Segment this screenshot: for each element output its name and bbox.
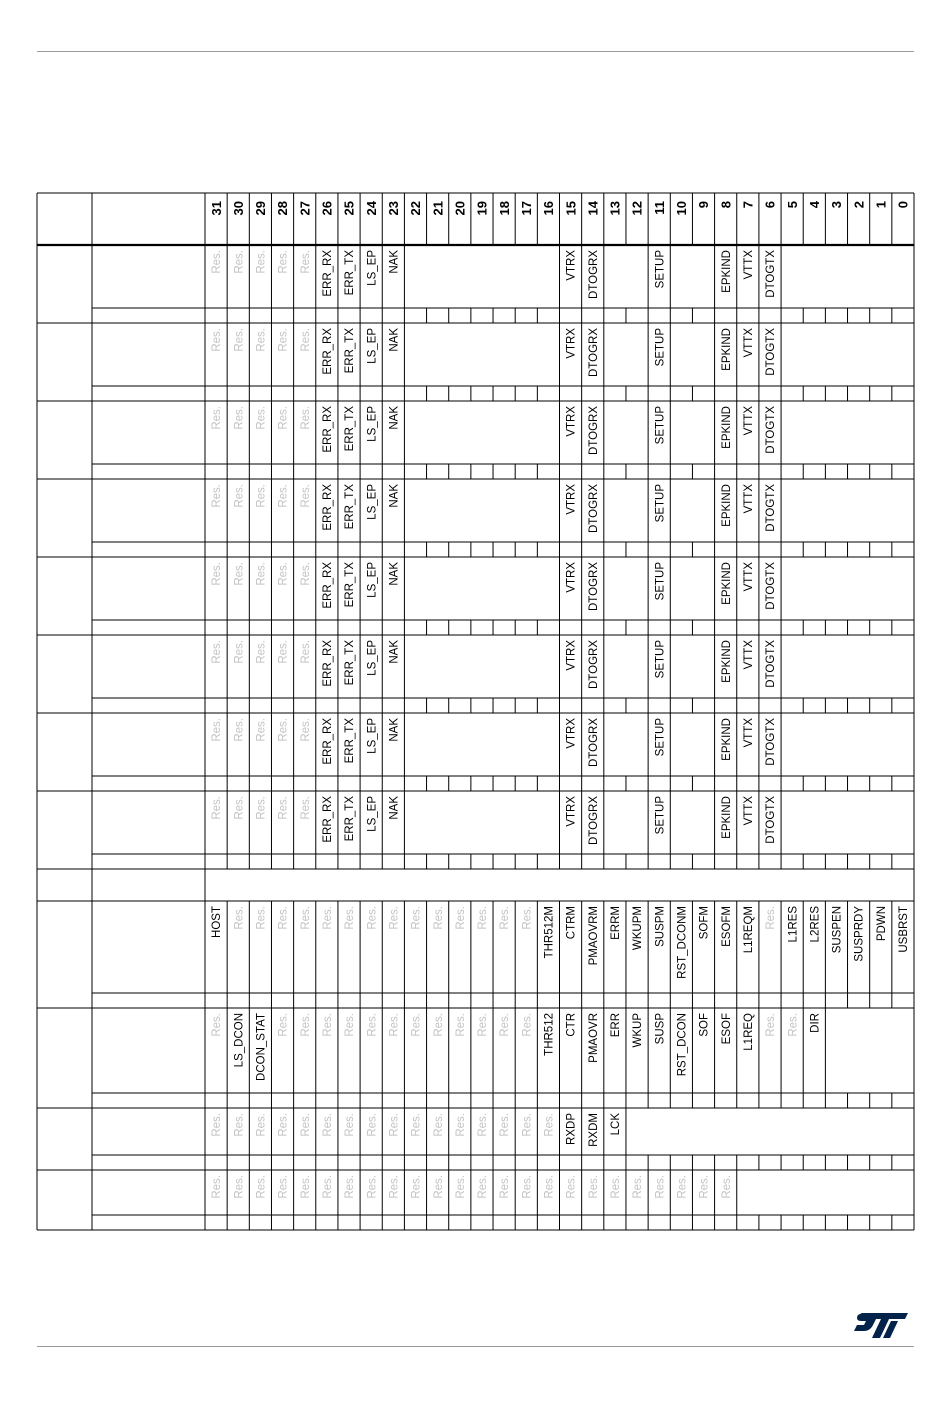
field-wkup: WKUP xyxy=(632,1013,645,1048)
field-vttx: VTTX xyxy=(742,406,755,436)
reserved-bit: Res. xyxy=(255,562,268,586)
reserved-bit: Res. xyxy=(277,718,290,742)
reserved-bit: Res. xyxy=(432,1013,445,1037)
reserved-bit: Res. xyxy=(477,1113,490,1137)
bit-number-19: 19 xyxy=(474,201,490,216)
field-dtogtx: DTOGTX xyxy=(765,250,778,298)
reserved-bit: Res. xyxy=(211,250,224,274)
field-dtogrx: DTOGRX xyxy=(587,484,600,533)
field-err_rx: ERR_RX xyxy=(321,484,334,531)
field-dir: DIR xyxy=(809,1013,822,1033)
bit-number-31: 31 xyxy=(208,201,224,216)
reserved-bit: Res. xyxy=(277,1113,290,1137)
reserved-bit: Res. xyxy=(233,906,246,930)
reserved-bit: Res. xyxy=(454,906,467,930)
reserved-bit: Res. xyxy=(610,1175,623,1199)
field-ls_ep: LS_EP xyxy=(366,250,379,286)
field-pdwn: PDWN xyxy=(875,906,888,942)
field-vtrx: VTRX xyxy=(565,562,578,593)
field-pmaovrm: PMAOVRM xyxy=(587,906,600,966)
field-err_rx: ERR_RX xyxy=(321,718,334,765)
field-usbrst: USBRST xyxy=(898,906,911,953)
field-vttx: VTTX xyxy=(742,250,755,280)
field-ls_ep: LS_EP xyxy=(366,406,379,442)
reserved-bit: Res. xyxy=(233,796,246,820)
field-err_tx: ERR_TX xyxy=(344,328,357,374)
field-dtogtx: DTOGTX xyxy=(765,562,778,610)
field-err: ERR xyxy=(610,1013,623,1038)
reserved-bit: Res. xyxy=(499,1113,512,1137)
field-dtogtx: DTOGTX xyxy=(765,640,778,688)
field-err_tx: ERR_TX xyxy=(344,250,357,296)
field-epkind: EPKIND xyxy=(720,484,733,527)
field-err_tx: ERR_TX xyxy=(344,406,357,452)
bit-number-3: 3 xyxy=(829,201,845,209)
reserved-bit: Res. xyxy=(255,1175,268,1199)
reserved-bit: Res. xyxy=(299,250,312,274)
field-err_rx: ERR_RX xyxy=(321,328,334,375)
reserved-bit: Res. xyxy=(299,906,312,930)
field-rxdm: RXDM xyxy=(587,1113,600,1147)
field-vtrx: VTRX xyxy=(565,406,578,437)
bit-number-14: 14 xyxy=(585,201,601,216)
field-rxdp: RXDP xyxy=(565,1113,578,1145)
field-setup: SETUP xyxy=(654,406,667,445)
field-l1res: L1RES xyxy=(787,906,800,943)
field-vtrx: VTRX xyxy=(565,796,578,827)
field-thr512m: THR512M xyxy=(543,906,556,959)
field-nak: NAK xyxy=(388,328,401,352)
reserved-bit: Res. xyxy=(321,1175,334,1199)
field-nak: NAK xyxy=(388,640,401,664)
reserved-bit: Res. xyxy=(277,328,290,352)
reserved-bit: Res. xyxy=(255,906,268,930)
field-l1req: L1REQ xyxy=(742,1013,755,1051)
field-esof: ESOF xyxy=(720,1013,733,1045)
bit-number-17: 17 xyxy=(518,201,534,216)
field-ctrm: CTRM xyxy=(565,906,578,940)
reserved-bit: Res. xyxy=(277,796,290,820)
field-err_tx: ERR_TX xyxy=(344,640,357,686)
reserved-bit: Res. xyxy=(344,1175,357,1199)
bit-number-11: 11 xyxy=(651,201,667,215)
field-ls_dcon: LS_DCON xyxy=(233,1013,246,1068)
reserved-bit: Res. xyxy=(366,1013,379,1037)
reserved-bit: Res. xyxy=(233,406,246,430)
reserved-bit: Res. xyxy=(211,1175,224,1199)
field-err_rx: ERR_RX xyxy=(321,250,334,297)
reserved-bit: Res. xyxy=(233,718,246,742)
reserved-bit: Res. xyxy=(299,328,312,352)
field-dcon_stat: DCON_STAT xyxy=(255,1013,268,1081)
bit-number-23: 23 xyxy=(386,201,402,216)
reserved-bit: Res. xyxy=(344,1113,357,1137)
bit-number-25: 25 xyxy=(341,201,357,216)
field-setup: SETUP xyxy=(654,250,667,289)
reserved-bit: Res. xyxy=(211,1013,224,1037)
reserved-bit: Res. xyxy=(654,1175,667,1199)
reserved-bit: Res. xyxy=(521,1013,534,1037)
reserved-bit: Res. xyxy=(211,328,224,352)
field-nak: NAK xyxy=(388,406,401,430)
bit-number-9: 9 xyxy=(696,201,712,209)
reserved-bit: Res. xyxy=(277,250,290,274)
field-nak: NAK xyxy=(388,796,401,820)
bit-number-13: 13 xyxy=(607,201,623,216)
reserved-bit: Res. xyxy=(233,328,246,352)
reserved-bit: Res. xyxy=(410,1175,423,1199)
field-dtogrx: DTOGRX xyxy=(587,406,600,455)
bit-number-2: 2 xyxy=(851,201,867,209)
reserved-bit: Res. xyxy=(499,1013,512,1037)
reserved-bit: Res. xyxy=(255,484,268,508)
field-ls_ep: LS_EP xyxy=(366,562,379,598)
reserved-bit: Res. xyxy=(477,906,490,930)
bit-number-12: 12 xyxy=(629,201,645,216)
field-setup: SETUP xyxy=(654,640,667,679)
reserved-bit: Res. xyxy=(211,562,224,586)
field-err_tx: ERR_TX xyxy=(344,484,357,530)
bit-number-1: 1 xyxy=(873,201,889,209)
reserved-bit: Res. xyxy=(211,640,224,664)
field-host: HOST xyxy=(211,906,224,938)
field-dtogtx: DTOGTX xyxy=(765,328,778,376)
field-nak: NAK xyxy=(388,562,401,586)
reserved-bit: Res. xyxy=(255,250,268,274)
bit-number-28: 28 xyxy=(275,201,291,216)
field-ctr: CTR xyxy=(565,1013,578,1037)
reserved-bit: Res. xyxy=(233,562,246,586)
reserved-bit: Res. xyxy=(321,906,334,930)
reserved-bit: Res. xyxy=(277,484,290,508)
reserved-bit: Res. xyxy=(388,1175,401,1199)
field-errm: ERRM xyxy=(610,906,623,940)
reserved-bit: Res. xyxy=(499,1175,512,1199)
field-pmaovr: PMAOVR xyxy=(587,1013,600,1063)
field-rst_dcon: RST_DCON xyxy=(676,1013,689,1077)
field-err_rx: ERR_RX xyxy=(321,640,334,687)
bit-number-5: 5 xyxy=(784,201,800,209)
st-logo-icon xyxy=(852,1310,910,1340)
reserved-bit: Res. xyxy=(211,796,224,820)
reserved-bit: Res. xyxy=(410,1013,423,1037)
reserved-bit: Res. xyxy=(454,1175,467,1199)
field-susp: SUSP xyxy=(654,1013,667,1045)
reserved-bit: Res. xyxy=(255,406,268,430)
field-setup: SETUP xyxy=(654,328,667,367)
field-dtogrx: DTOGRX xyxy=(587,250,600,299)
reserved-bit: Res. xyxy=(499,906,512,930)
field-err_rx: ERR_RX xyxy=(321,406,334,453)
field-vtrx: VTRX xyxy=(565,484,578,515)
field-epkind: EPKIND xyxy=(720,796,733,839)
reserved-bit: Res. xyxy=(454,1013,467,1037)
reserved-bit: Res. xyxy=(255,1113,268,1137)
field-ls_ep: LS_EP xyxy=(366,796,379,832)
field-setup: SETUP xyxy=(654,796,667,835)
field-setup: SETUP xyxy=(654,718,667,757)
reserved-bit: Res. xyxy=(277,640,290,664)
reserved-bit: Res. xyxy=(543,1175,556,1199)
reserved-bit: Res. xyxy=(277,906,290,930)
reserved-bit: Res. xyxy=(344,906,357,930)
field-dtogtx: DTOGTX xyxy=(765,796,778,844)
reserved-bit: Res. xyxy=(366,906,379,930)
reserved-bit: Res. xyxy=(477,1013,490,1037)
reserved-bit: Res. xyxy=(299,484,312,508)
reserved-bit: Res. xyxy=(233,484,246,508)
field-epkind: EPKIND xyxy=(720,328,733,371)
reserved-bit: Res. xyxy=(255,796,268,820)
field-setup: SETUP xyxy=(654,562,667,601)
field-dtogtx: DTOGTX xyxy=(765,406,778,454)
reserved-bit: Res. xyxy=(233,250,246,274)
field-ls_ep: LS_EP xyxy=(366,640,379,676)
field-ls_ep: LS_EP xyxy=(366,484,379,520)
reserved-bit: Res. xyxy=(432,906,445,930)
reserved-bit: Res. xyxy=(299,718,312,742)
field-vttx: VTTX xyxy=(742,796,755,826)
reserved-bit: Res. xyxy=(521,1113,534,1137)
field-l2res: L2RES xyxy=(809,906,822,943)
field-vttx: VTTX xyxy=(742,562,755,592)
reserved-bit: Res. xyxy=(299,796,312,820)
field-err_tx: ERR_TX xyxy=(344,718,357,764)
reserved-bit: Res. xyxy=(299,562,312,586)
field-nak: NAK xyxy=(388,484,401,508)
field-vttx: VTTX xyxy=(742,718,755,748)
reserved-bit: Res. xyxy=(277,1013,290,1037)
field-epkind: EPKIND xyxy=(720,718,733,761)
field-lck: LCK xyxy=(610,1113,623,1136)
bit-number-26: 26 xyxy=(319,201,335,216)
field-vtrx: VTRX xyxy=(565,640,578,671)
field-thr512: THR512 xyxy=(543,1013,556,1056)
reserved-bit: Res. xyxy=(211,718,224,742)
field-sofm: SOFM xyxy=(698,906,711,940)
bit-number-24: 24 xyxy=(363,201,379,216)
reserved-bit: Res. xyxy=(587,1175,600,1199)
reserved-bit: Res. xyxy=(299,406,312,430)
reserved-bit: Res. xyxy=(255,328,268,352)
field-esofm: ESOFM xyxy=(720,906,733,947)
field-vttx: VTTX xyxy=(742,640,755,670)
reserved-bit: Res. xyxy=(720,1175,733,1199)
reserved-bit: Res. xyxy=(211,484,224,508)
reserved-bit: Res. xyxy=(454,1113,467,1137)
reserved-bit: Res. xyxy=(366,1175,379,1199)
field-vtrx: VTRX xyxy=(565,328,578,359)
field-wkupm: WKUPM xyxy=(632,906,645,951)
field-ls_ep: LS_EP xyxy=(366,718,379,754)
reserved-bit: Res. xyxy=(410,906,423,930)
reserved-bit: Res. xyxy=(543,1113,556,1137)
field-nak: NAK xyxy=(388,250,401,274)
reserved-bit: Res. xyxy=(521,906,534,930)
field-vtrx: VTRX xyxy=(565,718,578,749)
field-ls_ep: LS_EP xyxy=(366,328,379,364)
field-suspm: SUSPM xyxy=(654,906,667,947)
bit-number-7: 7 xyxy=(740,201,756,209)
reserved-bit: Res. xyxy=(565,1175,578,1199)
reserved-bit: Res. xyxy=(211,1113,224,1137)
field-epkind: EPKIND xyxy=(720,562,733,605)
field-dtogtx: DTOGTX xyxy=(765,484,778,532)
field-epkind: EPKIND xyxy=(720,640,733,683)
reserved-bit: Res. xyxy=(277,1175,290,1199)
reserved-bit: Res. xyxy=(321,1013,334,1037)
reserved-bit: Res. xyxy=(344,1013,357,1037)
field-err_tx: ERR_TX xyxy=(344,796,357,842)
bit-number-0: 0 xyxy=(895,201,911,209)
bit-number-4: 4 xyxy=(806,201,822,209)
reserved-bit: Res. xyxy=(521,1175,534,1199)
reserved-bit: Res. xyxy=(787,1013,800,1037)
field-dtogrx: DTOGRX xyxy=(587,718,600,767)
reserved-bit: Res. xyxy=(255,718,268,742)
bit-number-6: 6 xyxy=(762,201,778,209)
bit-number-15: 15 xyxy=(563,201,579,216)
bit-number-27: 27 xyxy=(297,201,313,216)
reserved-bit: Res. xyxy=(632,1175,645,1199)
reserved-bit: Res. xyxy=(277,562,290,586)
reserved-bit: Res. xyxy=(388,906,401,930)
reserved-bit: Res. xyxy=(299,1013,312,1037)
field-setup: SETUP xyxy=(654,484,667,523)
reserved-bit: Res. xyxy=(432,1113,445,1137)
bit-number-20: 20 xyxy=(452,201,468,216)
bit-number-16: 16 xyxy=(541,201,557,216)
reserved-bit: Res. xyxy=(366,1113,379,1137)
reserved-bit: Res. xyxy=(299,640,312,664)
reserved-bit: Res. xyxy=(255,640,268,664)
field-epkind: EPKIND xyxy=(720,406,733,449)
field-sof: SOF xyxy=(698,1013,711,1037)
reserved-bit: Res. xyxy=(299,1113,312,1137)
reserved-bit: Res. xyxy=(233,640,246,664)
reserved-bit: Res. xyxy=(676,1175,689,1199)
reserved-bit: Res. xyxy=(765,906,778,930)
field-err_rx: ERR_RX xyxy=(321,562,334,609)
field-susprdy: SUSPRDY xyxy=(853,906,866,962)
field-err_rx: ERR_RX xyxy=(321,796,334,843)
field-dtogrx: DTOGRX xyxy=(587,328,600,377)
bit-number-21: 21 xyxy=(430,201,446,216)
reserved-bit: Res. xyxy=(233,1175,246,1199)
bit-number-10: 10 xyxy=(674,201,690,216)
field-rst_dconm: RST_DCONM xyxy=(676,906,689,979)
reserved-bit: Res. xyxy=(765,1013,778,1037)
field-vttx: VTTX xyxy=(742,328,755,358)
bit-number-8: 8 xyxy=(718,201,734,209)
reserved-bit: Res. xyxy=(233,1113,246,1137)
bit-number-29: 29 xyxy=(253,201,269,216)
reserved-bit: Res. xyxy=(410,1113,423,1137)
reserved-bit: Res. xyxy=(698,1175,711,1199)
field-dtogrx: DTOGRX xyxy=(587,640,600,689)
field-vttx: VTTX xyxy=(742,484,755,514)
field-vtrx: VTRX xyxy=(565,250,578,281)
field-epkind: EPKIND xyxy=(720,250,733,293)
reserved-bit: Res. xyxy=(432,1175,445,1199)
field-l1reqm: L1REQM xyxy=(742,906,755,954)
reserved-bit: Res. xyxy=(211,406,224,430)
field-dtogrx: DTOGRX xyxy=(587,562,600,611)
bit-number-30: 30 xyxy=(230,201,246,216)
field-err_tx: ERR_TX xyxy=(344,562,357,608)
field-dtogtx: DTOGTX xyxy=(765,718,778,766)
field-dtogrx: DTOGRX xyxy=(587,796,600,845)
bit-number-18: 18 xyxy=(496,201,512,216)
field-nak: NAK xyxy=(388,718,401,742)
reserved-bit: Res. xyxy=(388,1013,401,1037)
reserved-bit: Res. xyxy=(277,406,290,430)
field-suspen: SUSPEN xyxy=(831,906,844,954)
reserved-bit: Res. xyxy=(388,1113,401,1137)
reserved-bit: Res. xyxy=(477,1175,490,1199)
reserved-bit: Res. xyxy=(321,1113,334,1137)
bit-number-22: 22 xyxy=(408,201,424,216)
reserved-bit: Res. xyxy=(299,1175,312,1199)
